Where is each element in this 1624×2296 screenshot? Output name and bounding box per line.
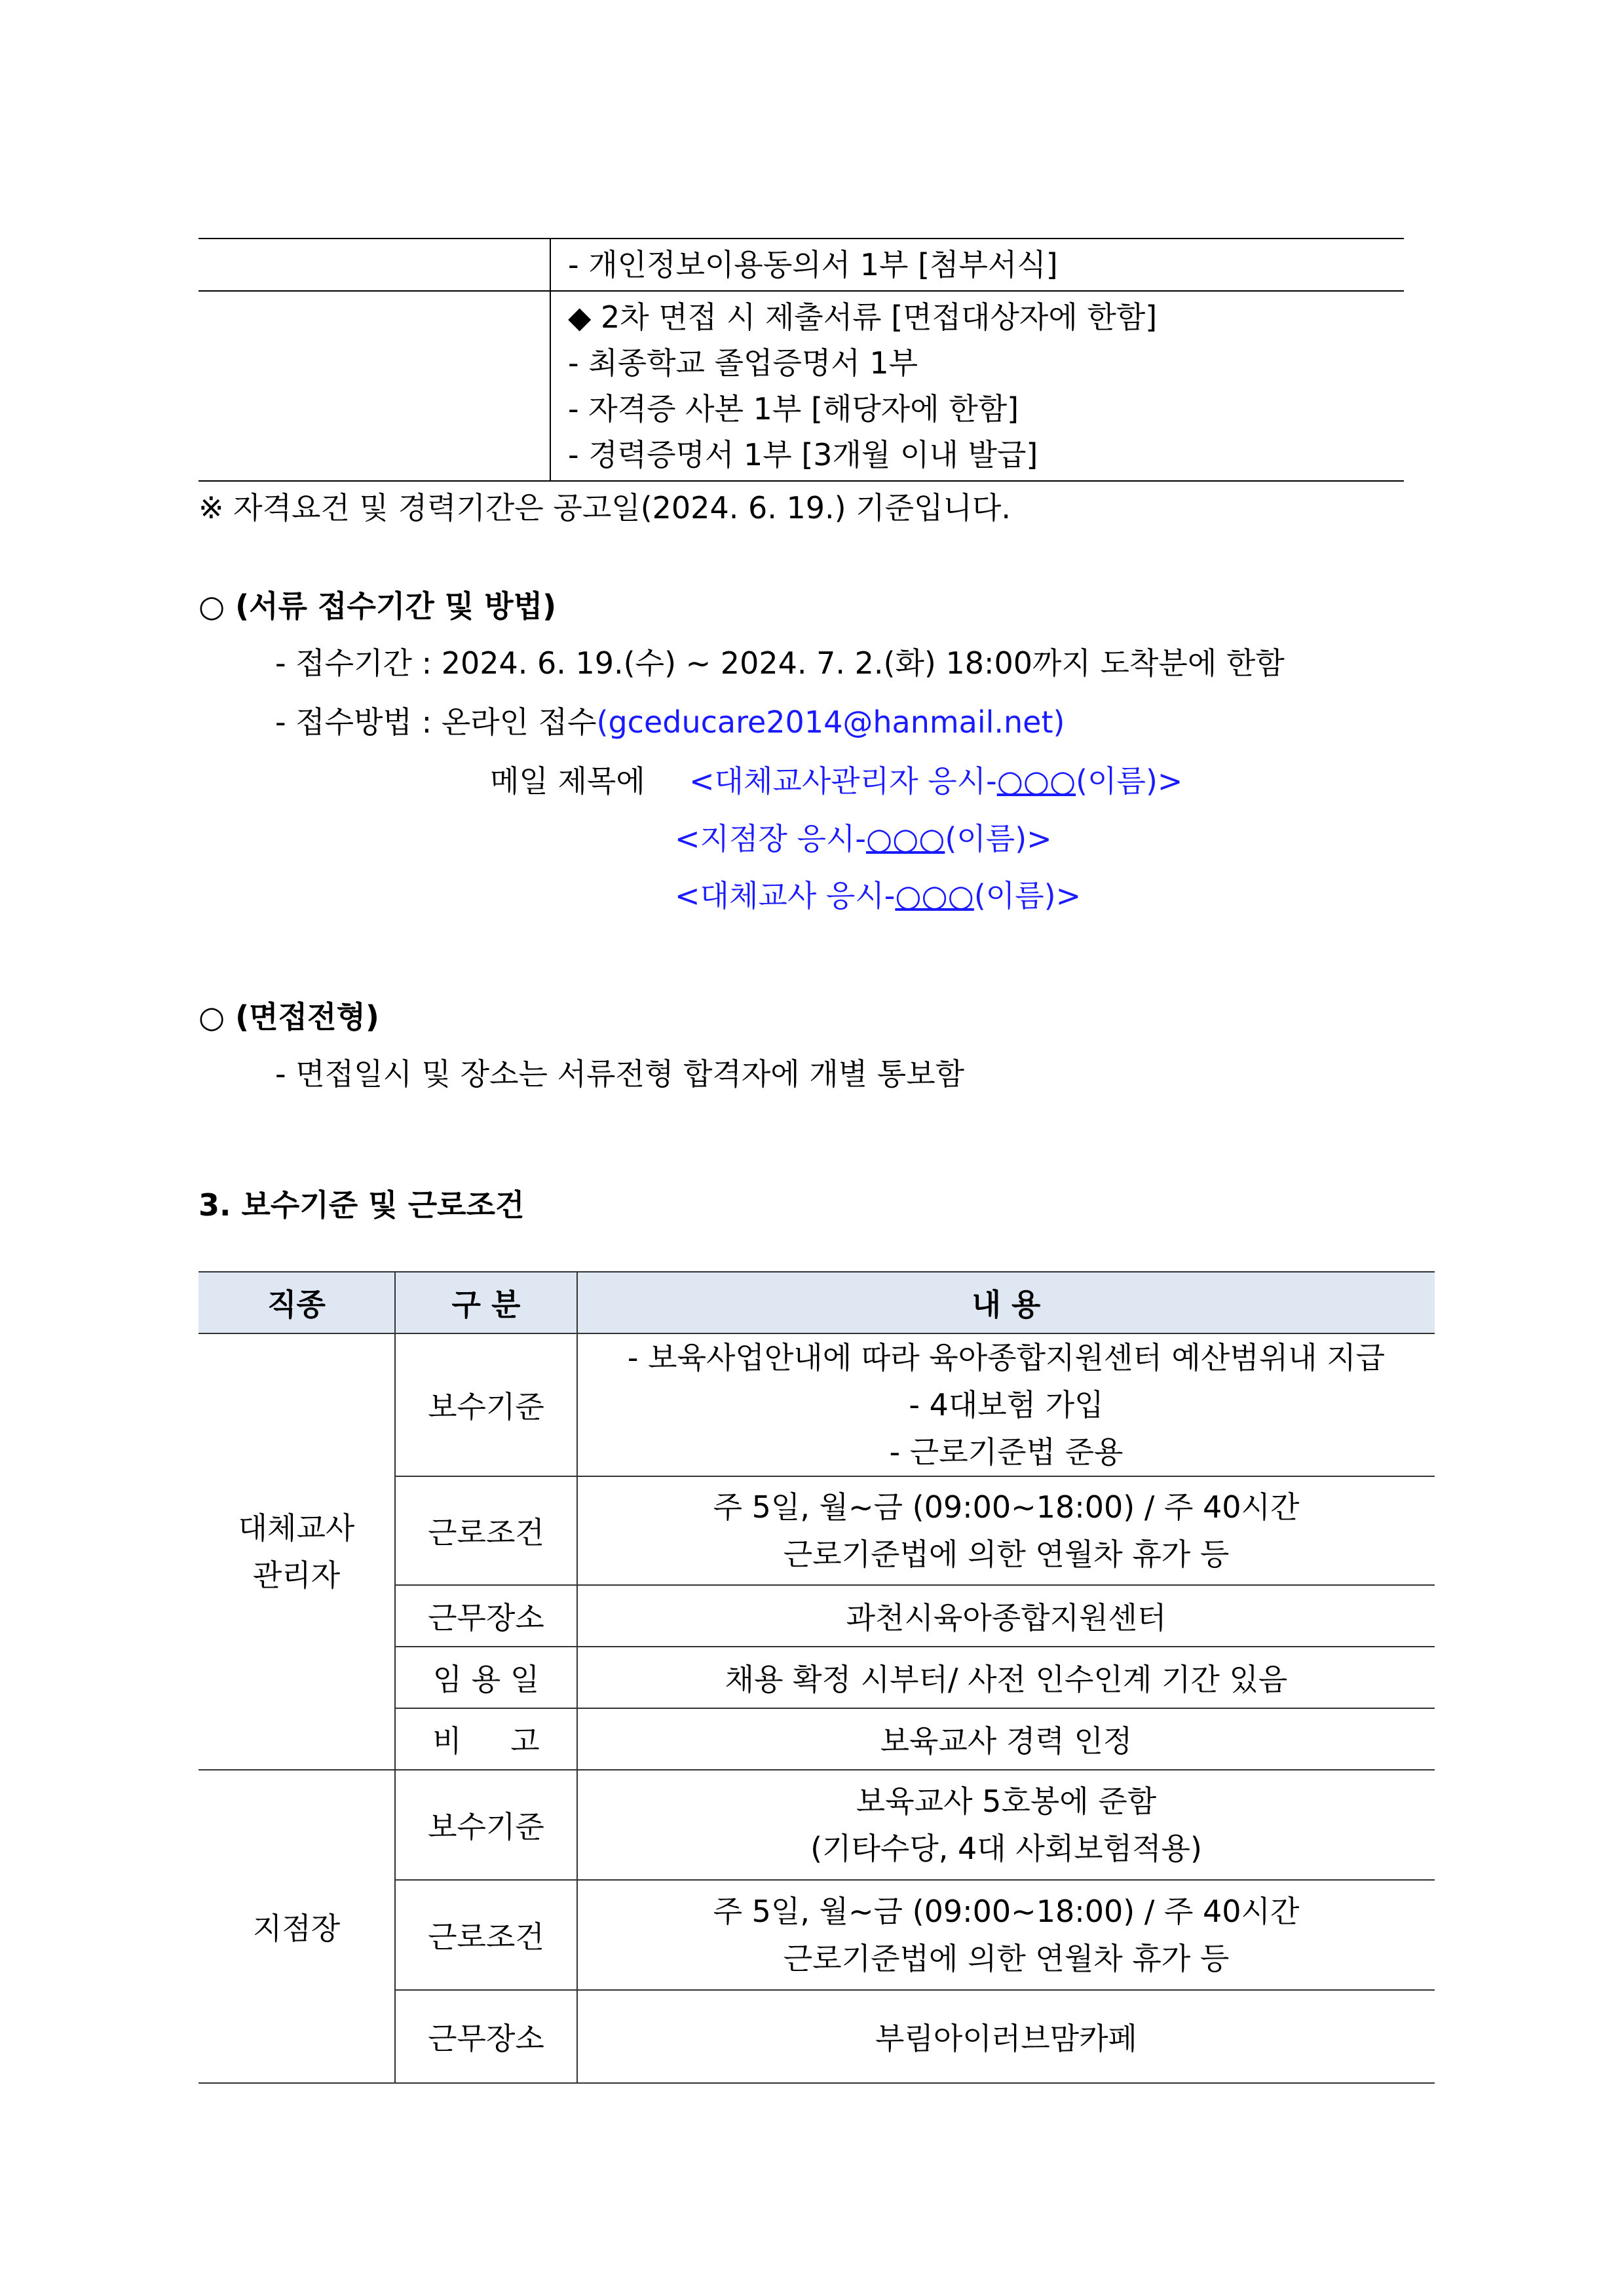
application-method-label: - 접수방법 : 온라인 접수: [275, 704, 597, 740]
mail-subject-label: 메일 제목에: [490, 763, 645, 799]
table-row: [198, 1333, 1435, 1476]
section-title: 3. 보수기준 및 근로조건: [198, 1187, 525, 1223]
category-label: 근무장소: [395, 1585, 577, 1647]
document-item: - 자격증 사본 1부 [해당자에 한함]: [568, 391, 1019, 427]
content-cell: 과천시육아종합지원센터: [577, 1585, 1435, 1647]
mail-subject-example: <대체교사 응시-○○○(이름)>: [675, 878, 1082, 913]
application-method: [275, 704, 1065, 740]
job-branch-manager: 지점장: [198, 1770, 395, 2083]
content-cell: 보육교사 경력 인정: [577, 1708, 1435, 1770]
category-label: 보수기준: [395, 1333, 577, 1476]
reference-date-note: ※ 자격요건 및 경력기간은 공고일(2024. 6. 19.) 기준입니다.: [198, 490, 1011, 526]
application-period: - 접수기간 : 2024. 6. 19.(수) ~ 2024. 7. 2.(화) 18:00까지 도착분에 한함: [275, 645, 1285, 681]
job-substitute-teacher-manager: 대체교사 관리자: [198, 1333, 395, 1770]
header-content: 내 용: [577, 1272, 1435, 1333]
content-cell: 부림아이러브맘카페: [577, 1990, 1435, 2083]
content-cell: 주 5일, 월~금 (09:00~18:00) / 주 40시간 근로기준법에 의한 연월차 휴가 등: [577, 1880, 1435, 1990]
category-label: 임 용 일: [395, 1647, 577, 1708]
documents-row: [198, 238, 1404, 292]
interview-docs-heading: ◆ 2차 면접 시 제출서류 [면접대상자에 한함]: [568, 299, 1158, 335]
mail-subject-example: <지점장 응시-○○○(이름)>: [675, 821, 1052, 856]
content-cell: 채용 확정 시부터/ 사전 인수인계 기간 있음: [577, 1647, 1435, 1708]
header-category: 구 분: [395, 1272, 577, 1333]
content-cell: - 보육사업안내에 따라 육아종합지원센터 예산범위내 지급 - 4대보험 가입 - 근로기준법 준용: [577, 1333, 1435, 1476]
header-job: 직종: [198, 1272, 395, 1333]
category-label: 근로조건: [395, 1880, 577, 1990]
content-cell: 주 5일, 월~금 (09:00~18:00) / 주 40시간 근로기준법에 의한 연월차 휴가 등: [577, 1476, 1435, 1585]
category-label: 근로조건: [395, 1476, 577, 1585]
content-cell: 보육교사 5호봉에 준함 (기타수당, 4대 사회보험적용): [577, 1770, 1435, 1880]
pay-conditions-table: [198, 1271, 1435, 2084]
interview-notice: - 면접일시 및 장소는 서류전형 합격자에 개별 통보함: [275, 1056, 965, 1092]
category-label: 보수기준: [395, 1770, 577, 1880]
document-item: - 최종학교 졸업증명서 1부: [568, 345, 918, 381]
interview-heading: ○ (면접전형): [198, 999, 379, 1035]
category-label: 근무장소: [395, 1990, 577, 2083]
mail-subject-example: <대체교사관리자 응시-○○○(이름)>: [689, 763, 1183, 799]
documents-table: [198, 238, 1404, 482]
table-header-row: [198, 1272, 1435, 1333]
email-address[interactable]: (gceducare2014@hanmail.net): [596, 704, 1065, 740]
document-item: - 개인정보이용동의서 1부 [첨부서식]: [568, 247, 1058, 282]
category-label: 비 고: [395, 1708, 577, 1770]
document-item: - 경력증명서 1부 [3개월 이내 발급]: [568, 437, 1038, 472]
application-heading: ○ (서류 접수기간 및 방법): [198, 588, 557, 624]
documents-row: [198, 292, 1404, 482]
table-row: [198, 1770, 1435, 1880]
